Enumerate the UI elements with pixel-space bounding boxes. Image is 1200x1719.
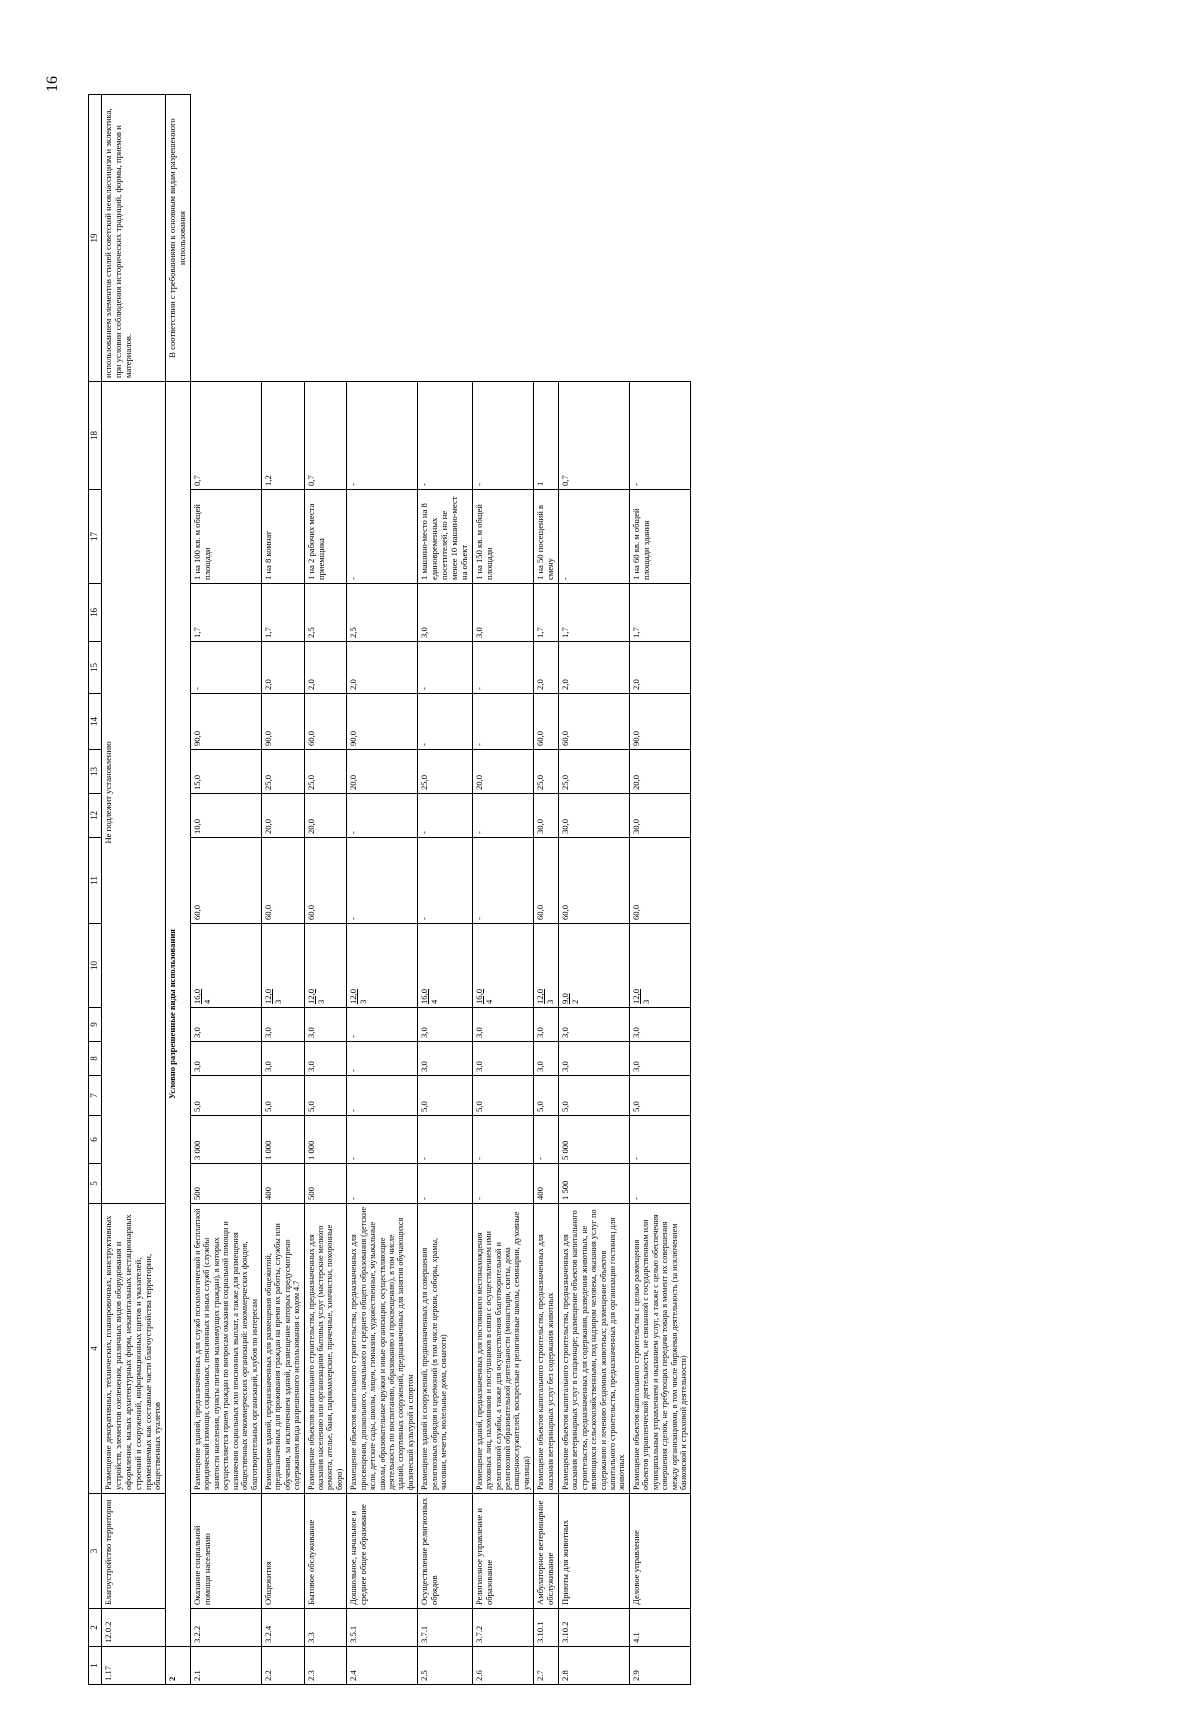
use-code: 3.3 [304,1609,347,1647]
column-number: 10 [89,924,102,1008]
cell-c8: 3,0 [629,1042,691,1076]
cell-c12: 10,0 [191,794,262,838]
column-number: 14 [89,694,102,750]
cell-c16: 1,7 [629,584,691,642]
column-number: 9 [89,1008,102,1042]
cell-c11: - [418,838,472,924]
floors-height-cell [261,924,304,1008]
use-name: Приюты для животных [558,1494,629,1609]
cell-c6: 3 000 [191,1116,262,1164]
cell-c7: 5,0 [418,1076,472,1116]
row-number: 2.9 [629,1647,691,1685]
cell-c6: - [629,1116,691,1164]
cell-c9: 3,0 [191,1008,262,1042]
cell-c8: 3,0 [534,1042,559,1076]
cell-c6: - [534,1116,559,1164]
cell-c16: 3,0 [418,584,472,642]
cell-c9: 3,0 [629,1008,691,1042]
cell-c12: 30,0 [558,794,629,838]
cell-c5: 500 [191,1164,262,1204]
cell-c14: 60,0 [304,694,347,750]
cell-c18: 0,7 [558,382,629,490]
use-name: Благоустройство территории [102,1494,166,1609]
cell-c15: - [472,642,534,694]
row-number: 2.3 [304,1647,347,1685]
floors-height-cell [534,924,559,1008]
page-number: 16 [44,76,61,92]
use-description: Размещение объектов капитального строительства, предназначенных для оказания населению или организациям бытовых услуг (мастерские мелкого ремонта, ателье, бани, парикмахерские, прачечные, химчистки, похоронные бюро) [304,1204,347,1494]
cell-c9: 3,0 [418,1008,472,1042]
table-row [191,95,262,1685]
column-number: 16 [89,584,102,642]
cell-c5: - [418,1164,472,1204]
table-row [102,95,166,1685]
cell-c12: 20,0 [304,794,347,838]
table-row [534,95,559,1685]
use-name: Деловое управление [629,1494,691,1609]
use-code: 4.1 [629,1609,691,1647]
max-floors-value: 4 [429,999,440,1004]
use-description: Размещение объектов капитального строительства, предназначенных для оказания ветеринарных услуг в стационаре; размещение объектов капитального строительства, предназначенных для содержания, разведения животных, не являющихся сельскохозяйственными, под надзором человека, оказания услуг по содержанию и лечению бездомных животных; размещение объектов капитального строительства, предназначенных для организации гостиниц для животных [558,1204,629,1494]
row-number: 2.7 [534,1647,559,1685]
column-number-row [89,95,102,1685]
cell-c7: - [347,1076,418,1116]
column-number: 13 [89,750,102,794]
cell-c5: - [347,1164,418,1204]
rotated-table-container [88,95,1188,1685]
cell-c14: 90,0 [261,694,304,750]
table-row [261,95,304,1685]
column-number: 4 [89,1204,102,1494]
column-number: 6 [89,1116,102,1164]
use-code: 3.2.4 [261,1609,304,1647]
column-number: 11 [89,838,102,924]
max-height-value: 12,0 [305,988,316,1004]
floors-height-cell [472,924,534,1008]
cell-c12: 20,0 [261,794,304,838]
max-height-value: 16,0 [419,988,430,1004]
cell-c17: - [558,490,629,584]
section-title: Условно разрешенные виды использования [166,382,191,1647]
cell-c9: 3,0 [472,1008,534,1042]
cell-c8: 3,0 [558,1042,629,1076]
cell-c13: 25,0 [418,750,472,794]
cell-c18: 0,7 [191,382,262,490]
use-description: Размещение зданий, предназначенных для постоянного местонахождения духовных лиц, паломников и послушников в связи с осуществлением ими религиозной службы, а также для осуществления благотворительной и религиозной образовательной деятельности (монастыри, скиты, дома священнослужителей, воскресные и религиозные школы, семинарии, духовные училища) [472,1204,534,1494]
column-number: 18 [89,382,102,490]
cell-c15: - [418,642,472,694]
max-floors-value: 4 [483,999,494,1004]
column-number: 7 [89,1076,102,1116]
cell-c14: - [418,694,472,750]
column-number: 1 [89,1647,102,1685]
use-description: Размещение объектов капитального строительства, предназначенных для просвещения, дошкольного, начального и среднего общего образования (детские ясли, детские сады, школы, лицеи, гимназии, художественные, музыкальные школы, образовательные кружки и иные организации, осуществляющие деятельность по воспитанию, образованию и просвещению), в том числе зданий, спортивных сооружений, предназначенных для занятия обучающихся физической культурой и спортом [347,1204,418,1494]
use-description: Размещение объектов капитального строительства с целью размещения объектов управленческой деятельности, не связанной с государственным или муниципальным управлением и оказанием услуг, а также с целью обеспечения совершения сделок, не требующих передачи товара в момент их совершения между организациями, в том числе биржевая деятельность (за исключением банковской и страховой деятельности) [629,1204,691,1494]
cell-c14: 90,0 [347,694,418,750]
row-number: 2.6 [472,1647,534,1685]
cell-c15: 2,0 [558,642,629,694]
cell-c17: 1 машино-место на 8 единовременных посетителей, но не менее 10 машино-мест на объект [418,490,472,584]
not-set-note: Не подлежит установлению [102,382,166,1204]
cell-c17: 1 на 8 комнат [261,490,304,584]
cell-c11: 60,0 [261,838,304,924]
cell-c16: 1,7 [534,584,559,642]
cell-c6: - [347,1116,418,1164]
column-number: 2 [89,1609,102,1647]
use-description: Размещение декоративных, технических, планировочных, конструктивных устройств, элементов озеленения, различных видов оборудования и оформления, малых архитектурных форм, некапитальных нестационарных строений и сооружений, информационных щитов и указателей, применяемых как составные части благоустройства территории, общественных туалетов [102,1204,166,1494]
cell-c16: 2,5 [347,584,418,642]
use-description: Размещение зданий и сооружений, предназначенных для совершения религиозных обрядов и церемоний (в том числе церкви, соборы, храмы, часовни, мечети, молельные дома, синагоги) [418,1204,472,1494]
max-floors-value: 3 [545,999,556,1004]
table-row [304,95,347,1685]
cell-c6: - [472,1116,534,1164]
cell-c12: - [418,794,472,838]
use-code: 3.5.1 [347,1609,418,1647]
column-number: 17 [89,490,102,584]
use-name: Амбулаторное ветеринарное обслуживание [534,1494,559,1609]
cell-c8: 3,0 [472,1042,534,1076]
cell-c13: 25,0 [558,750,629,794]
use-name: Осуществление религиозных обрядов [418,1494,472,1609]
column-number: 12 [89,794,102,838]
table-row [558,95,629,1685]
cell-c14: - [472,694,534,750]
cell-c16: 3,0 [472,584,534,642]
column-number: 5 [89,1164,102,1204]
cell-c7: 5,0 [191,1076,262,1116]
cell-c6: 1 000 [261,1116,304,1164]
floors-height-cell [347,924,418,1008]
use-code: 3.7.2 [472,1609,534,1647]
cell-c17: 1 на 150 кв. м общей площади [472,490,534,584]
max-height-value: 12,0 [348,988,359,1004]
cell-c8: 3,0 [191,1042,262,1076]
max-height-value: 16,0 [473,988,484,1004]
cell-c8: - [347,1042,418,1076]
cell-c18: - [629,382,691,490]
column-number: 15 [89,642,102,694]
cell-c5: 400 [261,1164,304,1204]
cell-c12: 30,0 [534,794,559,838]
floors-height-cell [191,924,262,1008]
column-number: 8 [89,1042,102,1076]
use-name: Религиозное управление и образование [472,1494,534,1609]
max-height-value: 9,0 [559,993,570,1004]
cell-c15: 2,0 [629,642,691,694]
floors-height-cell [629,924,691,1008]
max-height-value: 16,0 [192,988,202,1004]
row-number: 1.17 [102,1647,166,1685]
floors-height-cell [418,924,472,1008]
max-height-value: 12,0 [262,988,273,1004]
max-height-value: 12,0 [535,988,546,1004]
cell-c18: - [347,382,418,490]
cell-c5: 500 [304,1164,347,1204]
cell-c7: 5,0 [629,1076,691,1116]
cell-c13: 15,0 [191,750,262,794]
use-name: Общежития [261,1494,304,1609]
cell-c7: 5,0 [472,1076,534,1116]
cell-c7: 5,0 [534,1076,559,1116]
use-code: 3.2.2 [191,1609,262,1647]
use-description: Размещение зданий, предназначенных для размещения общежитий, предназначенных для проживания граждан на время их работы, службы или обучения, за исключением зданий, размещение которых предусмотрено содержанием вида разрешенного использования с кодом 4.7 [261,1204,304,1494]
row-number: 2.4 [347,1647,418,1685]
cell-c15: 2,0 [304,642,347,694]
cell-c13: 20,0 [347,750,418,794]
max-floors-value: 3 [640,999,651,1004]
cell-c17: - [347,490,418,584]
cell-c8: 3,0 [261,1042,304,1076]
cell-c6: 1 000 [304,1116,347,1164]
cell-c11: - [472,838,534,924]
cell-c13: 20,0 [472,750,534,794]
cell-c9: 3,0 [558,1008,629,1042]
zoning-table [88,94,691,1685]
cell-c13: 25,0 [261,750,304,794]
max-floors-value: 3 [358,999,369,1004]
cell-c5: 400 [534,1164,559,1204]
use-code: 3.10.2 [558,1609,629,1647]
cell-c15: - [191,642,262,694]
cell-c16: 2,5 [304,584,347,642]
max-height-value: 12,0 [630,988,641,1004]
use-code: 12.0.2 [102,1609,166,1647]
cell-c16: 1,7 [558,584,629,642]
table-row [629,95,691,1685]
use-name: Оказание социальной помощи населению [191,1494,262,1609]
column-number: 3 [89,1494,102,1609]
cell-c13: 25,0 [304,750,347,794]
cell-c17: 1 на 50 посещений в смену [534,490,559,584]
cell-c14: 90,0 [191,694,262,750]
cell-c14: 60,0 [558,694,629,750]
cell-c18: 1 [534,382,559,490]
cell-c11: 60,0 [304,838,347,924]
max-floors-value: 3 [272,999,283,1004]
cell-c5: 1 500 [558,1164,629,1204]
cell-c12: - [472,794,534,838]
cell-c15: 2,0 [261,642,304,694]
cell-c7: 5,0 [261,1076,304,1116]
max-floors-value: 3 [315,999,326,1004]
max-floors-value: 2 [569,999,580,1004]
use-name: Дошкольное, начальное и среднее общее образование [347,1494,418,1609]
cell-c12: 30,0 [629,794,691,838]
cell-c11: 60,0 [534,838,559,924]
cell-c11: - [347,838,418,924]
cell-c15: 2,0 [347,642,418,694]
cell-c5: - [629,1164,691,1204]
cell-c7: 5,0 [558,1076,629,1116]
cell-c17: 1 на 100 кв. м общей площади [191,490,262,584]
cell-c17: 1 на 60 кв. м общей площади здания [629,490,691,584]
max-floors-value: 4 [201,999,212,1004]
cell-c13: 25,0 [534,750,559,794]
row-number: 2.5 [418,1647,472,1685]
cell-c18: 0,7 [304,382,347,490]
use-name: Бытовое обслуживание [304,1494,347,1609]
column-number: 19 [89,95,102,382]
table-row [418,95,472,1685]
cell-c6: - [418,1116,472,1164]
cell-c11: 60,0 [191,838,262,924]
cell-c11: 60,0 [558,838,629,924]
cell-c18: - [472,382,534,490]
cell-c9: 3,0 [534,1008,559,1042]
cell-c14: 60,0 [534,694,559,750]
cell-c18: 1,2 [261,382,304,490]
cell-c16: 1,7 [191,584,262,642]
cell-c16: 1,7 [261,584,304,642]
use-code: 3.10.1 [534,1609,559,1647]
cell-c9: 3,0 [304,1008,347,1042]
use-description: Размещение зданий, предназначенных для служб психологической и бесплатной юридической помощи, социальных, пенсионных и иных служб (службы занятости населения, пункты питания малоимущих граждан), в которых осуществляется прием граждан по вопросам оказания социальной помощи и назначения социальных или пенсионных выплат, а также для размещения общественных некоммерческих организаций: некоммерческих фондов, благотворительных организаций, клубов по интересам [191,1204,262,1494]
floors-height-cell [304,924,347,1008]
cell-c14: 90,0 [629,694,691,750]
section-number: 2 [166,1647,191,1685]
cell-c17: 1 на 2 рабочих места приемщика [304,490,347,584]
cell-c5: - [472,1164,534,1204]
cell-c15: 2,0 [534,642,559,694]
section-requirements-note: В соответствии с требованиями к основным видам разрешенного использования [166,95,191,382]
table-row [472,95,534,1685]
floors-height-cell [558,924,629,1008]
cell-c7: 5,0 [304,1076,347,1116]
cell-c6: 5 000 [558,1116,629,1164]
cell-c8: 3,0 [304,1042,347,1076]
cell-c13: 20,0 [629,750,691,794]
cell-c8: 3,0 [418,1042,472,1076]
row-number: 2.1 [191,1647,262,1685]
row-number: 2.2 [261,1647,304,1685]
cell-c9: 3,0 [261,1008,304,1042]
cell-c9: - [347,1008,418,1042]
use-description: Размещение объектов капитального строительства, предназначенных для оказания ветеринарных услуг без содержания животных [534,1204,559,1494]
row-number: 2.8 [558,1647,629,1685]
cell-c12: - [347,794,418,838]
requirements-note: использованием элементов стилей советский неоклассицизм и эклектика, при условии соблюдения исторических традиций, формы, приемов и материалов. [102,95,166,382]
cell-c18: - [418,382,472,490]
table-row [347,95,418,1685]
cell-c11: 60,0 [629,838,691,924]
use-code: 3.7.1 [418,1609,472,1647]
section-row [166,95,191,1685]
